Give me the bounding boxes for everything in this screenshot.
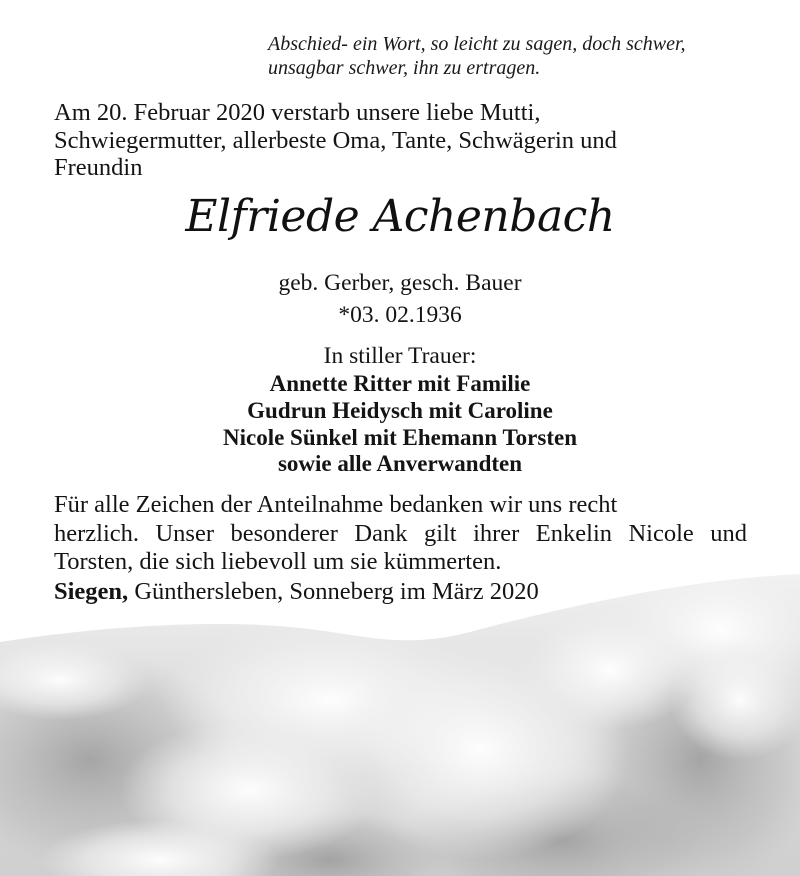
place-date-line	[54, 578, 539, 606]
place-city: Siegen,	[54, 578, 129, 605]
mourner: Annette Ritter mit Familie	[269, 371, 531, 396]
place-rest: Günthersleben, Sonneberg im März 2020	[128, 578, 539, 605]
thanks-line-3: Torsten, die sich liebevoll um sie kümmerten.	[54, 548, 502, 575]
quote	[268, 32, 768, 80]
intro-line-3: Freundin	[54, 154, 143, 181]
thanks-line-2: herzlich. Unser besonderer Dank gilt ihrer Enkelin Nicole und	[54, 520, 747, 547]
mourners-list	[0, 371, 800, 478]
mourner: sowie alle Anverwandten	[277, 451, 523, 477]
intro-line-1: Am 20. Februar 2020 verstarb unsere liebe Mutti,	[54, 99, 541, 126]
thanks-line-1: Für alle Zeichen der Anteilnahme bedanken wir uns recht	[54, 491, 618, 518]
quote-line-1: Abschied- ein Wort, so leicht zu sagen, doch schwer,	[268, 33, 686, 55]
quote-line-2: unsagbar schwer, ihn zu ertragen.	[268, 57, 541, 79]
deceased-name: Elfriede Achenbach	[185, 191, 615, 242]
death-announcement	[54, 99, 754, 182]
mourner: Nicole Sünkel mit Ehemann Torsten	[223, 424, 577, 450]
mourning-heading: In stiller Trauer:	[323, 343, 477, 369]
mourner: Gudrun Heidysch mit Caroline	[247, 397, 553, 423]
birth-name-info: geb. Gerber, gesch. Bauer	[278, 270, 522, 296]
intro-line-2: Schwiegermutter, allerbeste Oma, Tante, Schwägerin und	[54, 126, 617, 154]
birth-date: *03. 02.1936	[338, 302, 462, 328]
